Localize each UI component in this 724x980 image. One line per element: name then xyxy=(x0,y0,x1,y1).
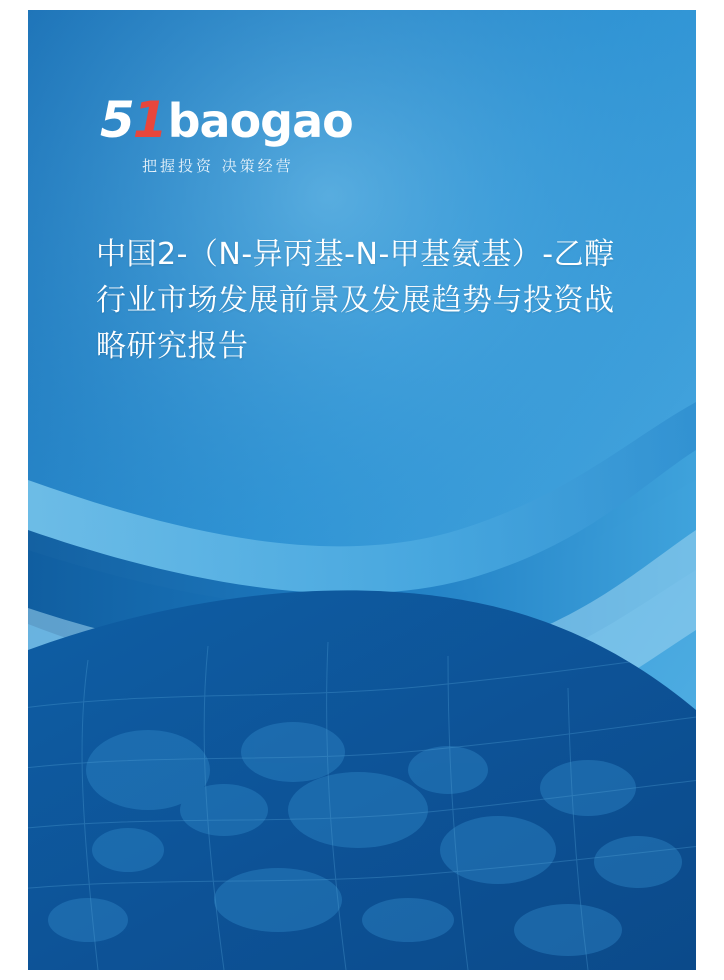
logo-tagline: 把握投资 决策经营 xyxy=(142,157,294,175)
logo-wordmark-text: baogao xyxy=(167,94,353,148)
report-cover xyxy=(28,10,696,970)
logo xyxy=(100,91,400,185)
logo-mark-51: 51 xyxy=(100,91,166,149)
logo-wordmark-row xyxy=(100,91,400,149)
report-title: 中国2-（N-异丙基-N-甲基氨基）-乙醇行业市场发展前景及发展趋势与投资战略研究报告 xyxy=(96,237,615,364)
